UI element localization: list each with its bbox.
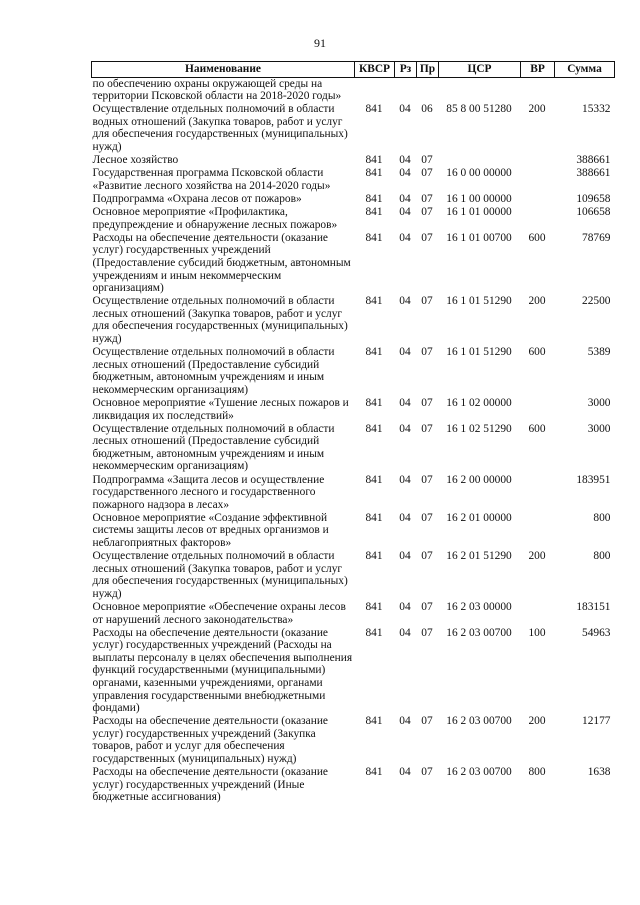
rz-cell: 04	[399, 600, 411, 613]
name-cell: Лесное хозяйство	[92, 154, 179, 167]
pr-cell: 07	[421, 231, 433, 244]
vr-cell: 200	[528, 103, 546, 116]
csr-cell: 16 1 02 00000	[446, 396, 512, 409]
csr-cell: 16 2 00 00000	[446, 473, 512, 486]
pr-cell: 07	[421, 766, 433, 779]
pr-cell: 07	[421, 192, 433, 205]
kvsr-cell: 841	[365, 396, 383, 409]
table-row	[92, 103, 615, 154]
csr-cell: 16 2 03 00000	[446, 600, 512, 613]
name-cell: Расходы на обеспечение деятельности (оказание услуг) государственных учреждений (Закупка товаров, работ и услуг для обеспечения государственных (муниципальных) нужд)	[92, 715, 328, 766]
name-cell: Основное мероприятие «Создание эффективной системы защиты лесов от вредных организмов и неблагоприятных факторов»	[92, 511, 329, 549]
kvsr-cell: 841	[365, 154, 383, 167]
csr-cell: 16 1 02 51290	[446, 422, 512, 435]
rz-cell: 04	[399, 346, 411, 359]
table-row	[92, 77, 615, 103]
vr-cell	[521, 167, 555, 193]
name-cell: Осуществление отдельных полномочий в области лесных отношений (Предоставление субсидий бюджетным, автономным учреждениям и иным некоммерческим организациям)	[92, 422, 335, 473]
sum-cell: 183151	[576, 600, 611, 613]
table-header-row	[92, 62, 615, 78]
name-cell: Государственная программа Псковской области «Развитие лесного хозяйства на 2014-2020 годы»	[92, 167, 331, 192]
sum-cell: 800	[593, 550, 611, 563]
pr-cell: 07	[421, 715, 433, 728]
header-pr: Пр	[417, 62, 439, 78]
sum-cell: 22500	[582, 295, 611, 308]
header-sum: Сумма	[555, 62, 615, 78]
sum-cell: 3000	[587, 396, 611, 409]
rz-cell: 04	[399, 473, 411, 486]
rz-cell: 04	[399, 766, 411, 779]
table-row	[92, 474, 615, 512]
table-row	[92, 232, 615, 295]
csr-cell: 16 2 03 00700	[446, 626, 512, 639]
vr-cell	[521, 474, 555, 512]
vr-cell: 600	[528, 231, 546, 244]
sum-cell: 388661	[576, 167, 611, 180]
table-row	[92, 295, 615, 346]
csr-cell: 16 2 01 51290	[446, 550, 512, 563]
pr-cell: 07	[421, 473, 433, 486]
vr-cell: 600	[528, 346, 546, 359]
name-cell: Основное мероприятие «Тушение лесных пожаров и ликвидация их последствий»	[92, 396, 349, 422]
vr-cell: 200	[528, 550, 546, 563]
csr-cell: 85 8 00 51280	[446, 103, 512, 116]
kvsr-cell: 841	[365, 600, 383, 613]
name-cell: Подпрограмма «Защита лесов и осуществление государственного лесного и государственного пожарного надзора в лесах»	[92, 473, 325, 511]
kvsr-cell: 841	[365, 473, 383, 486]
csr-cell: 16 1 00 00000	[446, 192, 512, 205]
kvsr-cell: 841	[365, 766, 383, 779]
kvsr-cell: 841	[365, 231, 383, 244]
name-cell: Подпрограмма «Охрана лесов от пожаров»	[92, 192, 302, 205]
table-row	[92, 627, 615, 716]
rz-cell: 04	[399, 154, 411, 167]
kvsr-cell	[355, 77, 395, 103]
sum-cell: 54963	[582, 626, 611, 639]
kvsr-cell: 841	[365, 192, 383, 205]
rz-cell: 04	[399, 103, 411, 116]
vr-cell: 600	[528, 422, 546, 435]
header-csr: ЦСР	[439, 62, 521, 78]
csr-cell: 16 2 01 00000	[446, 511, 512, 524]
sum-cell: 106658	[576, 206, 611, 219]
pr-cell: 07	[421, 550, 433, 563]
csr-cell: 16 1 01 00700	[446, 231, 512, 244]
table-row	[92, 512, 615, 550]
rz-cell: 04	[399, 295, 411, 308]
header-vr: ВР	[521, 62, 555, 78]
csr-cell	[439, 154, 521, 167]
sum-cell: 5389	[587, 346, 611, 359]
rz-cell: 04	[399, 206, 411, 219]
pr-cell: 07	[421, 206, 433, 219]
sum-cell: 1638	[587, 766, 611, 779]
sum-cell: 78769	[582, 231, 611, 244]
name-cell: Расходы на обеспечение деятельности (оказание услуг) государственных учреждений (Расходы на выплаты персоналу в целях обеспечения выполнения функций государственными (муниципальными) органами, казенными учреждениями, органами управления государственными внебюджетными фондами)	[92, 626, 353, 715]
name-cell: Расходы на обеспечение деятельности (оказание услуг) государственных учреждений (Предоставление субсидий бюджетным, автономным учреждениям и иным некоммерческим организациям)	[92, 231, 351, 295]
pr-cell: 07	[421, 346, 433, 359]
sum-cell: 12177	[582, 715, 611, 728]
rz-cell: 04	[399, 422, 411, 435]
pr-cell: 07	[421, 600, 433, 613]
sum-cell: 183951	[576, 473, 611, 486]
pr-cell: 07	[421, 422, 433, 435]
rz-cell: 04	[399, 167, 411, 180]
sum-cell: 15332	[582, 103, 611, 116]
csr-cell: 16 1 01 51290	[446, 295, 512, 308]
pr-cell	[417, 77, 439, 103]
sum-cell: 109658	[576, 192, 611, 205]
vr-cell	[521, 512, 555, 550]
vr-cell	[521, 193, 555, 206]
table-row	[92, 397, 615, 423]
rz-cell: 04	[399, 396, 411, 409]
rz-cell: 04	[399, 626, 411, 639]
csr-cell: 16 2 03 00700	[446, 766, 512, 779]
sum-cell: 3000	[587, 422, 611, 435]
kvsr-cell: 841	[365, 346, 383, 359]
table-row	[92, 346, 615, 397]
sum-cell: 800	[593, 511, 611, 524]
csr-cell: 16 0 00 00000	[446, 167, 512, 180]
table-row	[92, 154, 615, 167]
pr-cell: 07	[421, 396, 433, 409]
name-cell: Основное мероприятие «Профилактика, предупреждение и обнаружение лесных пожаров»	[92, 206, 338, 231]
csr-cell	[439, 77, 521, 103]
pr-cell: 07	[421, 167, 433, 180]
csr-cell: 16 2 03 00700	[446, 715, 512, 728]
budget-table	[91, 61, 615, 804]
name-cell: Осуществление отдельных полномочий в области водных отношений (Закупка товаров, работ и услуг для обеспечения государственных (муниципальных) нужд)	[92, 103, 348, 154]
table-row	[92, 423, 615, 474]
vr-cell	[521, 206, 555, 232]
table-row	[92, 550, 615, 601]
name-cell: Осуществление отдельных полномочий в области лесных отношений (Закупка товаров, работ и услуг для обеспечения государственных (муниципальных) нужд)	[92, 550, 348, 600]
pr-cell: 07	[421, 626, 433, 639]
sum-cell: 388661	[576, 154, 611, 167]
vr-cell: 800	[528, 766, 546, 779]
table-body	[92, 77, 615, 804]
header-rz: Рз	[395, 62, 417, 78]
vr-cell	[521, 397, 555, 423]
table-row	[92, 715, 615, 766]
rz-cell: 04	[399, 550, 411, 563]
header-kvsr: КВСР	[355, 62, 395, 78]
rz-cell: 04	[399, 231, 411, 244]
name-cell: Осуществление отдельных полномочий в области лесных отношений (Предоставление субсидий бюджетным, автономным учреждениям и иным некоммерческим организациям)	[92, 346, 335, 396]
name-cell: Расходы на обеспечение деятельности (оказание услуг) государственных учреждений (Иные бюджетные ассигнования)	[92, 766, 328, 804]
vr-cell: 200	[528, 295, 546, 308]
table-row	[92, 766, 615, 804]
pr-cell: 07	[421, 295, 433, 308]
sum-cell	[555, 77, 615, 103]
rz-cell: 04	[399, 511, 411, 524]
vr-cell	[521, 154, 555, 167]
pr-cell: 07	[421, 511, 433, 524]
csr-cell: 16 1 01 51290	[446, 346, 512, 359]
csr-cell: 16 1 01 00000	[446, 206, 512, 219]
kvsr-cell: 841	[365, 511, 383, 524]
pr-cell: 06	[421, 103, 433, 116]
pr-cell: 07	[421, 154, 433, 167]
table-row	[92, 193, 615, 206]
kvsr-cell: 841	[365, 715, 383, 728]
kvsr-cell: 841	[365, 550, 383, 563]
name-cell: Осуществление отдельных полномочий в области лесных отношений (Закупка товаров, работ и услуг для обеспечения государственных (муниципальных) нужд)	[92, 295, 348, 345]
header-name: Наименование	[92, 62, 355, 78]
vr-cell	[521, 77, 555, 103]
kvsr-cell: 841	[365, 103, 383, 116]
rz-cell: 04	[399, 715, 411, 728]
kvsr-cell: 841	[365, 167, 383, 180]
vr-cell	[521, 601, 555, 627]
name-cell: по обеспечению охраны окружающей среды на территории Псковской области на 2018-2020 годы»	[92, 77, 342, 103]
rz-cell: 04	[399, 192, 411, 205]
kvsr-cell: 841	[365, 422, 383, 435]
kvsr-cell: 841	[365, 626, 383, 639]
kvsr-cell: 841	[365, 206, 383, 219]
name-cell: Основное мероприятие «Обеспечение охраны лесов от нарушений лесного законодательства»	[92, 600, 346, 626]
rz-cell	[395, 77, 417, 103]
vr-cell: 200	[528, 715, 546, 728]
kvsr-cell: 841	[365, 295, 383, 308]
vr-cell: 100	[528, 626, 546, 639]
page-number: 91	[314, 36, 326, 50]
table-row	[92, 601, 615, 627]
table-row	[92, 167, 615, 193]
table-row	[92, 206, 615, 232]
